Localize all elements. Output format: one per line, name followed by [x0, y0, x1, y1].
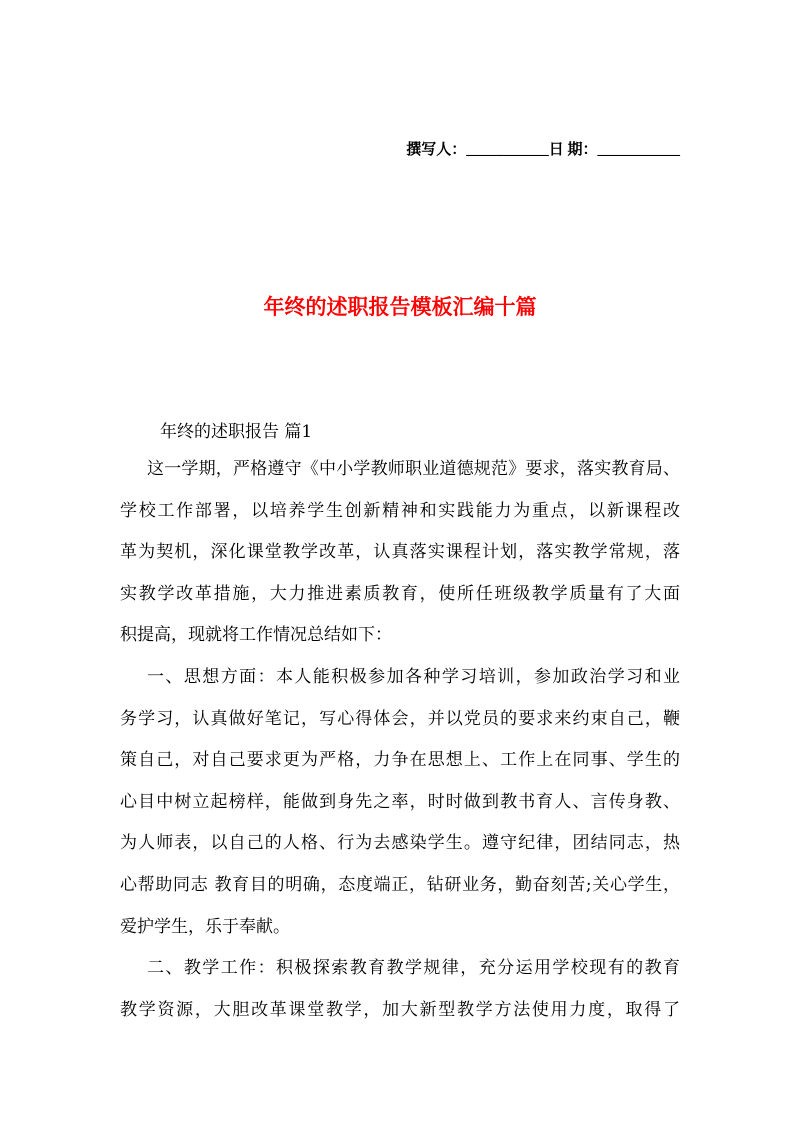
paragraph	[120, 948, 680, 1031]
body-line: 这一学期，严格遵守《中小学教师职业道德规范》要求，落实教育局、	[147, 459, 680, 479]
body-line: 实教学改革措施，大力推进素质教育，使所任班级教学质量有了大面	[120, 583, 680, 604]
paragraph	[120, 657, 680, 948]
paragraph	[120, 449, 680, 657]
body-line: 为人师表，以自己的人格、行为去感染学生。遵守纪律，团结同志，热	[120, 833, 680, 854]
body-line: 策自己，对自己要求更为严格，力争在思想上、工作上在同事、学生的	[120, 750, 680, 771]
body-line: 一、思想方面：本人能积极参加各种学习培训，参加政治学习和业	[147, 666, 680, 687]
document-body	[120, 449, 680, 1031]
body-line: 教学资源，大胆改革课堂教学，加大新型教学方法使用力度，取得了	[120, 999, 680, 1020]
body-line: 心帮助同志 教育目的明确，态度端正，钻研业务，勤奋刻苦;关心学生，	[120, 874, 680, 895]
section-heading: 年终的述职报告 篇1	[160, 422, 313, 442]
author-label: 撰写人：	[406, 142, 467, 158]
body-line: 务学习，认真做好笔记，写心得体会，并以党员的要求来约束自己，鞭	[120, 708, 680, 729]
body-line: 积提高，现就将工作情况总结如下：	[120, 625, 392, 646]
body-line: 革为契机，深化课堂教学改革，认真落实课程计划，落实教学常规，落	[120, 542, 680, 563]
body-line: 学校工作部署，以培养学生创新精神和实践能力为重点，以新课程改	[120, 500, 680, 521]
date-label: 日 期：	[548, 142, 598, 158]
document-title: 年终的述职报告模板汇编十篇	[263, 294, 537, 319]
date-blank: ___________	[597, 142, 680, 158]
body-line: 心目中树立起榜样，能做到身先之率，时时做到教书育人、言传身教、	[120, 791, 680, 812]
body-line: 爱护学生，乐于奉献。	[120, 916, 290, 937]
author-blank: ___________	[466, 142, 549, 158]
body-line: 二、教学工作：积极探索教育教学规律，充分运用学校现有的教育	[147, 958, 680, 979]
author-date-line	[406, 140, 680, 160]
